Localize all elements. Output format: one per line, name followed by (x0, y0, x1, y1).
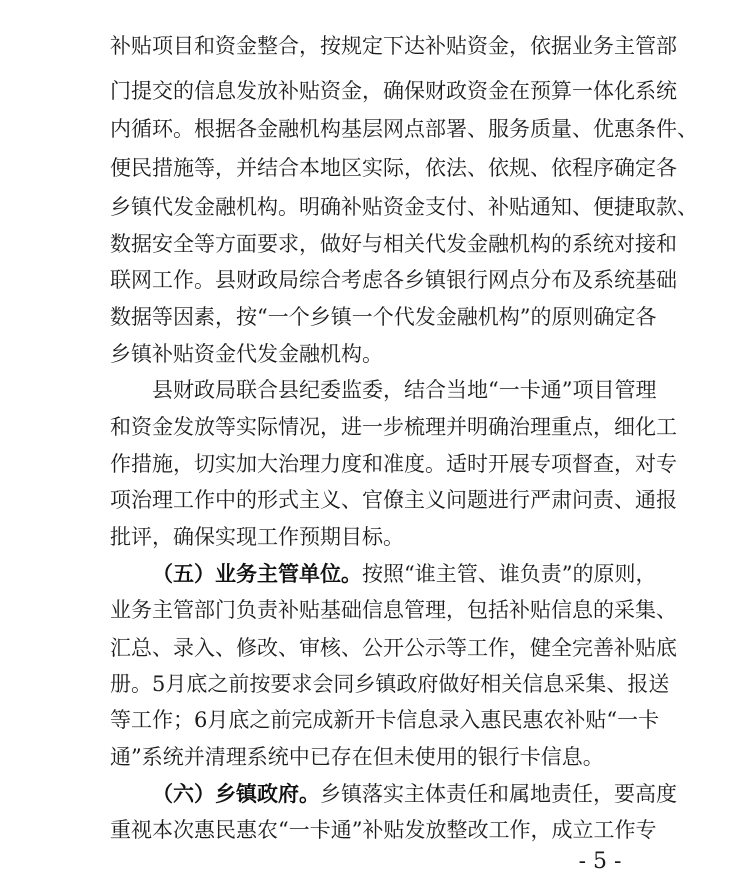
section-5-line-6: 通”系统并清理系统中已存在但未使用的银行卡信息。 (110, 745, 604, 769)
paragraph-1-line-4: 便民措施等，并结合本地区实际，依法、依规、依程序确定各 (110, 156, 677, 180)
section-5-line-3: 汇总、录入、修改、审核、公开公示等工作，健全完善补贴底 (110, 636, 677, 660)
section-6-first-line (152, 782, 677, 806)
section-5-line-4: 册。5月底之前按要求会同乡镇政府做好相关信息采集、报送 (110, 672, 670, 696)
paragraph-2-line-3: 作措施，切实加大治理力度和准度。适时开展专项督查，对专 (110, 452, 677, 476)
paragraph-1-line-9: 乡镇补贴资金代发金融机构。 (110, 342, 383, 366)
section-5-heading: （五）业务主管单位。 (152, 562, 362, 586)
section-6-line-2: 重视本次惠民惠农“一卡通”补贴发放整改工作，成立工作专 (110, 818, 657, 842)
page-number: - 5 - (578, 849, 622, 874)
section-5-first-line (152, 562, 657, 586)
paragraph-1-line-2: 门提交的信息发放补贴资金，确保财政资金在预算一体化系统 (110, 79, 677, 103)
paragraph-1-line-1: 补贴项目和资金整合，按规定下达补贴资金，依据业务主管部 (110, 34, 677, 58)
paragraph-2-line-4: 项治理工作中的形式主义、官僚主义问题进行严肃问责、通报 (110, 488, 677, 512)
paragraph-1-line-8: 数据等因素，按“一个乡镇一个代发金融机构”的原则确定各 (110, 305, 657, 329)
section-6-first-line-text: 乡镇落实主体责任和属地责任，要高度 (320, 782, 677, 806)
paragraph-2-line-5: 批评，确保实现工作预期目标。 (110, 525, 404, 549)
paragraph-1-line-5: 乡镇代发金融机构。明确补贴资金支付、补贴通知、便捷取款、 (110, 195, 698, 219)
section-6-heading: （六）乡镇政府。 (152, 782, 320, 806)
paragraph-1-line-6: 数据安全等方面要求，做好与相关代发金融机构的系统对接和 (110, 232, 677, 256)
section-5-line-5: 等工作；6月底之前完成新开卡信息录入惠民惠农补贴“一卡 (110, 708, 660, 732)
section-5-first-line-text: 按照“谁主管、谁负责”的原则， (362, 562, 657, 586)
paragraph-1-line-7: 联网工作。县财政局综合考虑各乡镇银行网点分布及系统基础 (110, 268, 677, 292)
paragraph-2-line-1: 县财政局联合县纪委监委，结合当地“一卡通”项目管理 (152, 378, 657, 402)
paragraph-1-line-3: 内循环。根据各金融机构基层网点部署、服务质量、优惠条件、 (110, 117, 698, 141)
paragraph-2-line-2: 和资金发放等实际情况，进一步梳理并明确治理重点，细化工 (110, 415, 677, 439)
section-5-line-2: 业务主管部门负责补贴基础信息管理，包括补贴信息的采集、 (110, 598, 677, 622)
